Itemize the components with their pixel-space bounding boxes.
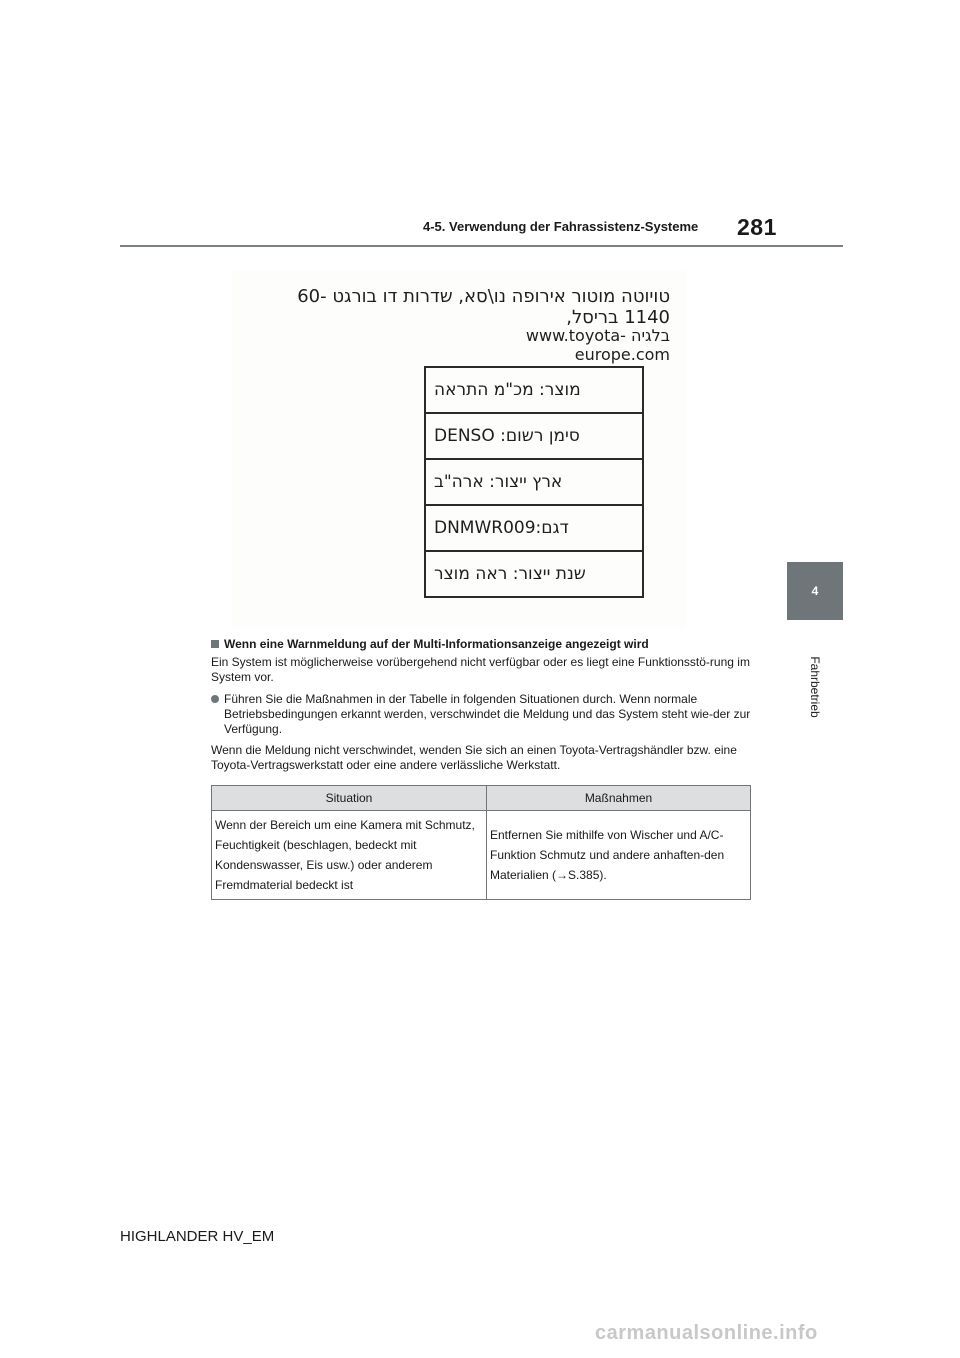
header-divider bbox=[120, 245, 843, 247]
label-row-year: שנת ייצור: ראה מוצר bbox=[434, 564, 586, 584]
intro-paragraph: Ein System ist möglicherweise vorübergehend nicht verfügbar oder es liegt eine Funktionsstö-rung im System vor. bbox=[211, 655, 750, 684]
bullet-item bbox=[211, 692, 751, 737]
bullet-text: Führen Sie die Maßnahmen in der Tabelle in folgenden Situationen durch. Wenn normale Betriebsbedingungen erkannt werden, verschwindet die Meldung und das System steht wie-der zur Verfügung. bbox=[224, 692, 751, 736]
label-row-product: מוצר: מכ"מ התראה bbox=[426, 368, 642, 414]
page-number: 281 bbox=[737, 214, 777, 240]
label-table bbox=[424, 366, 644, 598]
chapter-label bbox=[808, 632, 822, 742]
measure-cell: Entfernen Sie mithilfe von Wischer und A/C-Funktion Schmutz und andere anhaften-den Materialien (→S.385). bbox=[487, 811, 751, 900]
label-website-line: בלגיה www.toyota-europe.com bbox=[525, 326, 670, 364]
contact-paragraph: Wenn die Meldung nicht verschwindet, wenden Sie sich an einen Toyota-Vertragshändler bzw. eine Toyota-Vertragswerkstatt oder eine andere verlässliche Werkstatt. bbox=[211, 743, 737, 772]
table-row bbox=[212, 811, 751, 900]
square-bullet-icon bbox=[211, 640, 219, 648]
chapter-tab bbox=[787, 562, 843, 620]
label-row-model: דגם:DNMWR009 bbox=[426, 506, 642, 552]
section-title: 4-5. Verwendung der Fahrassistenz-Systeme bbox=[423, 219, 699, 234]
warning-heading-text: Wenn eine Warnmeldung auf der Multi-Informationsanzeige angezeigt wird bbox=[224, 637, 649, 651]
situation-cell: Wenn der Bereich um eine Kamera mit Schmutz, Feuchtigkeit (beschlagen, bedeckt mit Kondenswasser, Eis usw.) oder anderem Fremdmaterial bedeckt ist bbox=[212, 811, 487, 900]
table-header-row bbox=[212, 786, 751, 811]
label-row-origin: ארץ ייצור: ארה"ב bbox=[426, 460, 642, 506]
main-content bbox=[211, 637, 751, 780]
footer-model: HIGHLANDER HV_EM bbox=[120, 1228, 275, 1245]
label-row-brand: סימן רשום: DENSO bbox=[426, 414, 642, 460]
header-measures: Maßnahmen bbox=[487, 786, 751, 811]
label-address-line: טויוטה מוטור אירופה נו\סא, שדרות דו בורגט 60-1140 בריסל, bbox=[297, 286, 670, 328]
warning-heading bbox=[211, 637, 751, 652]
watermark: carmanualsonline.info bbox=[595, 1322, 818, 1344]
header-situation: Situation bbox=[212, 786, 487, 811]
chapter-label-text: Fahrbetrieb bbox=[808, 656, 822, 718]
situation-table bbox=[211, 785, 751, 900]
chapter-number: 4 bbox=[811, 584, 819, 598]
circle-bullet-icon bbox=[211, 695, 219, 703]
